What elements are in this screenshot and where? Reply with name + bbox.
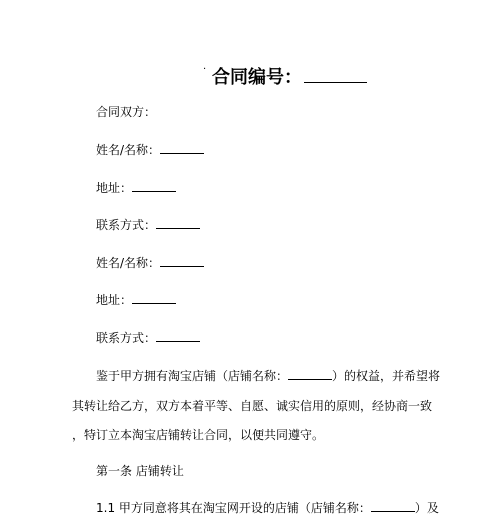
preamble-line-3: ，特订立本淘宝店铺转让合同，以便共同遵守。 [72,428,325,442]
clause-1-1-end: ）及 [414,501,439,515]
contract-number-label: 合同编号： [212,67,302,88]
preamble-line-1 [96,368,440,384]
party-b-contact-blank [156,330,200,342]
preamble-store-name-blank [288,368,332,380]
preamble-line-2: 其转让给乙方，双方本着平等、自愿、诚实信用的原则，经协商一致 [72,399,433,413]
party-b-address-blank [132,292,176,304]
party-b-name-line [96,255,204,271]
party-b-address-line [96,292,176,308]
party-a-address-label: 地址： [96,181,133,195]
party-a-contact-label: 联系方式： [96,218,157,232]
contract-number-title [212,66,367,89]
clause-1-1-store-name-blank [371,500,415,512]
party-a-address-blank [132,180,176,192]
party-b-address-label: 地址： [96,293,133,307]
clause-1-1-start: 1.1 甲方同意将其在淘宝网开设的店铺（店铺名称： [96,501,371,515]
party-a-contact-blank [156,217,200,229]
contract-number-blank [304,66,367,83]
party-a-contact-line [96,217,200,233]
party-b-name-label: 姓名/名称： [96,256,161,270]
party-b-name-blank [160,255,204,267]
party-a-address-line [96,180,176,196]
party-a-name-label: 姓名/名称： [96,143,161,157]
parties-heading: 合同双方： [96,105,157,119]
party-b-contact-label: 联系方式： [96,331,157,345]
clause-1-1-line [96,500,439,516]
title-dot: · [203,64,207,75]
party-a-name-blank [160,142,204,154]
article-1-heading: 第一条 店铺转让 [96,464,184,478]
party-b-contact-line [96,330,200,346]
party-a-name-line [96,142,204,158]
preamble-line-1-start: 鉴于甲方拥有淘宝店铺（店铺名称： [96,369,289,383]
preamble-line-1-end: ）的权益，并希望将 [332,369,441,383]
